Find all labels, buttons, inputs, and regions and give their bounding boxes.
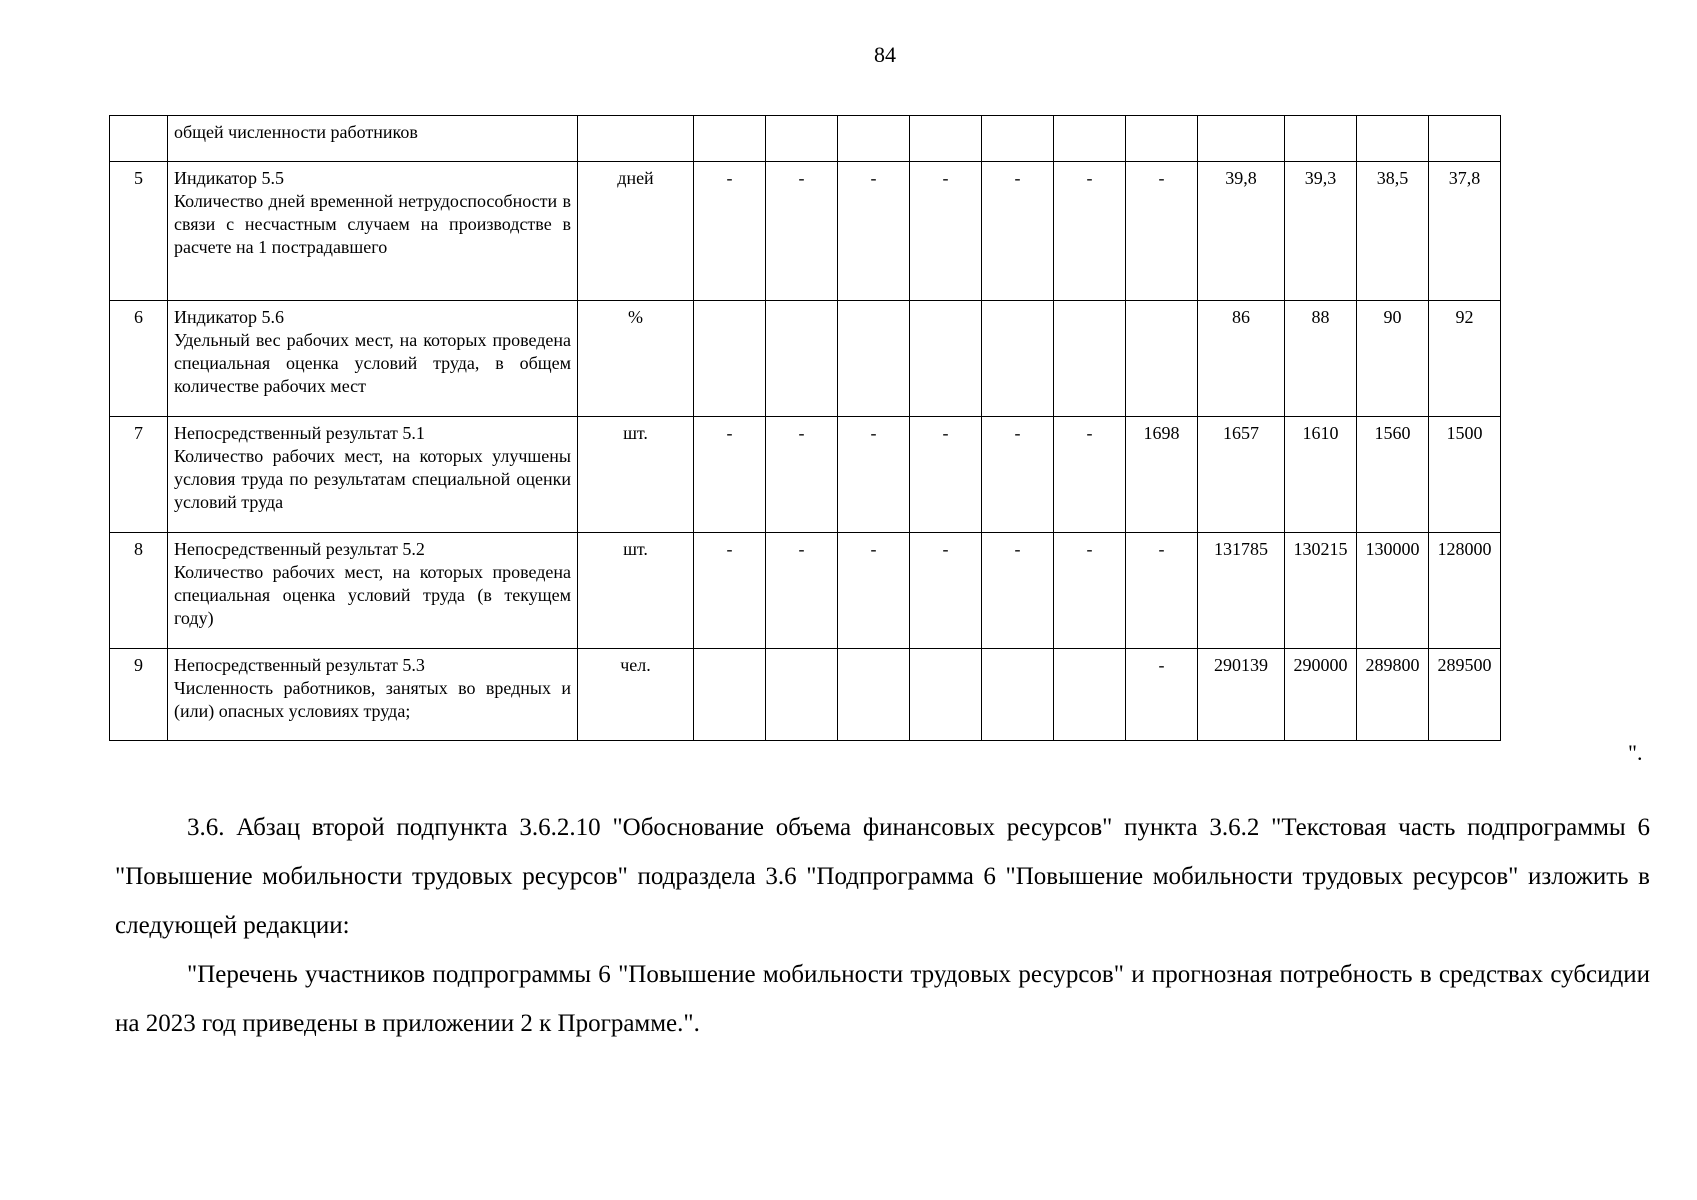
value-cell bbox=[1198, 116, 1285, 162]
indicator-title: Индикатор 5.5 bbox=[174, 168, 285, 188]
table-row bbox=[110, 649, 1501, 741]
value-cell: - bbox=[694, 533, 766, 649]
row-number: 8 bbox=[110, 533, 168, 649]
value-cell bbox=[1126, 301, 1198, 417]
value-cell: 86 bbox=[1198, 301, 1285, 417]
value-cell: - bbox=[838, 533, 910, 649]
indicator-name bbox=[168, 301, 578, 417]
indicator-description: Количество рабочих мест, на которых улучшены условия труда по результатам специальной оценки условий труда bbox=[174, 446, 571, 512]
indicator-name bbox=[168, 116, 578, 162]
value-cell bbox=[1126, 116, 1198, 162]
value-cell: - bbox=[1126, 162, 1198, 301]
value-cell: - bbox=[694, 417, 766, 533]
value-cell: 90 bbox=[1357, 301, 1429, 417]
value-cell: 1610 bbox=[1285, 417, 1357, 533]
indicator-title: Непосредственный результат 5.2 bbox=[174, 539, 425, 559]
value-cell: - bbox=[1054, 162, 1126, 301]
table-row bbox=[110, 533, 1501, 649]
value-cell: 1698 bbox=[1126, 417, 1198, 533]
value-cell: 131785 bbox=[1198, 533, 1285, 649]
value-cell bbox=[766, 116, 838, 162]
table-body bbox=[110, 116, 1501, 741]
value-cell: - bbox=[766, 417, 838, 533]
table-row bbox=[110, 116, 1501, 162]
value-cell bbox=[982, 301, 1054, 417]
value-cell: 92 bbox=[1429, 301, 1501, 417]
value-cell bbox=[982, 116, 1054, 162]
page-number: 84 bbox=[874, 42, 896, 67]
value-cell bbox=[910, 301, 982, 417]
value-cell bbox=[1054, 649, 1126, 741]
indicator-description: общей численности работников bbox=[174, 122, 418, 142]
table-row bbox=[110, 162, 1501, 301]
value-cell: - bbox=[1126, 649, 1198, 741]
value-cell bbox=[694, 649, 766, 741]
value-cell bbox=[910, 116, 982, 162]
indicator-title: Непосредственный результат 5.1 bbox=[174, 423, 425, 443]
paragraph-new-wording: "Перечень участников подпрограммы 6 "Повышение мобильности трудовых ресурсов" и прогнозная потребность в средствах субсидии на 2023 год приведены в приложении 2 к Программе.". bbox=[115, 961, 1650, 1037]
row-number: 7 bbox=[110, 417, 168, 533]
unit-cell: шт. bbox=[578, 533, 694, 649]
indicator-title: Индикатор 5.6 bbox=[174, 307, 285, 327]
indicator-description: Удельный вес рабочих мест, на которых проведена специальная оценка условий труда, в общем количестве рабочих мест bbox=[174, 330, 571, 396]
row-number: 9 bbox=[110, 649, 168, 741]
value-cell: 128000 bbox=[1429, 533, 1501, 649]
value-cell: 290139 bbox=[1198, 649, 1285, 741]
value-cell: 37,8 bbox=[1429, 162, 1501, 301]
indicator-description: Количество дней временной нетрудоспособности в связи с несчастным случаем на производстве в расчете на 1 пострадавшего bbox=[174, 191, 571, 257]
value-cell bbox=[982, 649, 1054, 741]
value-cell bbox=[766, 649, 838, 741]
indicator-name bbox=[168, 649, 578, 741]
value-cell bbox=[838, 116, 910, 162]
value-cell: - bbox=[982, 533, 1054, 649]
value-cell: 39,3 bbox=[1285, 162, 1357, 301]
value-cell bbox=[838, 301, 910, 417]
value-cell bbox=[1429, 116, 1501, 162]
value-cell: - bbox=[838, 162, 910, 301]
unit-cell: чел. bbox=[578, 649, 694, 741]
value-cell bbox=[1357, 116, 1429, 162]
value-cell bbox=[766, 301, 838, 417]
value-cell: 289800 bbox=[1357, 649, 1429, 741]
value-cell bbox=[1054, 301, 1126, 417]
indicator-description: Численность работников, занятых во вредных и (или) опасных условиях труда; bbox=[174, 678, 571, 721]
row-number: 5 bbox=[110, 162, 168, 301]
indicator-name bbox=[168, 533, 578, 649]
indicator-name bbox=[168, 162, 578, 301]
indicator-name bbox=[168, 417, 578, 533]
paragraph-amendment-3-6: 3.6. Абзац второй подпункта 3.6.2.10 "Обоснование объема финансовых ресурсов" пункта 3.6.2 "Текстовая часть подпрограммы 6 "Повышение мобильности трудовых ресурсов" подраздела 3.6 "Подпрограмма 6 "Повышение мобильности трудовых ресурсов" изложить в следующей редакции: bbox=[115, 814, 1650, 939]
value-cell bbox=[1054, 116, 1126, 162]
indicator-title: Непосредственный результат 5.3 bbox=[174, 655, 425, 675]
row-number bbox=[110, 116, 168, 162]
unit-cell: дней bbox=[578, 162, 694, 301]
value-cell: 88 bbox=[1285, 301, 1357, 417]
unit-cell: % bbox=[578, 301, 694, 417]
value-cell: - bbox=[910, 533, 982, 649]
value-cell: - bbox=[694, 162, 766, 301]
value-cell: - bbox=[1126, 533, 1198, 649]
value-cell: - bbox=[838, 417, 910, 533]
value-cell: - bbox=[982, 162, 1054, 301]
closing-quote: ". bbox=[1628, 740, 1643, 765]
value-cell bbox=[838, 649, 910, 741]
indicator-description: Количество рабочих мест, на которых проведена специальная оценка условий труда (в текущем году) bbox=[174, 562, 571, 628]
table-row bbox=[110, 417, 1501, 533]
value-cell: - bbox=[766, 162, 838, 301]
value-cell: 130000 bbox=[1357, 533, 1429, 649]
unit-cell: шт. bbox=[578, 417, 694, 533]
value-cell: - bbox=[910, 162, 982, 301]
value-cell: 39,8 bbox=[1198, 162, 1285, 301]
value-cell: 1657 bbox=[1198, 417, 1285, 533]
row-number: 6 bbox=[110, 301, 168, 417]
value-cell bbox=[694, 116, 766, 162]
value-cell bbox=[1285, 116, 1357, 162]
value-cell: 1560 bbox=[1357, 417, 1429, 533]
unit-cell bbox=[578, 116, 694, 162]
value-cell: - bbox=[982, 417, 1054, 533]
value-cell: 38,5 bbox=[1357, 162, 1429, 301]
table-row bbox=[110, 301, 1501, 417]
value-cell: 290000 bbox=[1285, 649, 1357, 741]
value-cell: - bbox=[1054, 417, 1126, 533]
indicators-table bbox=[109, 115, 1501, 741]
value-cell: - bbox=[1054, 533, 1126, 649]
value-cell: 130215 bbox=[1285, 533, 1357, 649]
value-cell: - bbox=[766, 533, 838, 649]
value-cell: 1500 bbox=[1429, 417, 1501, 533]
value-cell: - bbox=[910, 417, 982, 533]
value-cell: 289500 bbox=[1429, 649, 1501, 741]
value-cell bbox=[694, 301, 766, 417]
value-cell bbox=[910, 649, 982, 741]
